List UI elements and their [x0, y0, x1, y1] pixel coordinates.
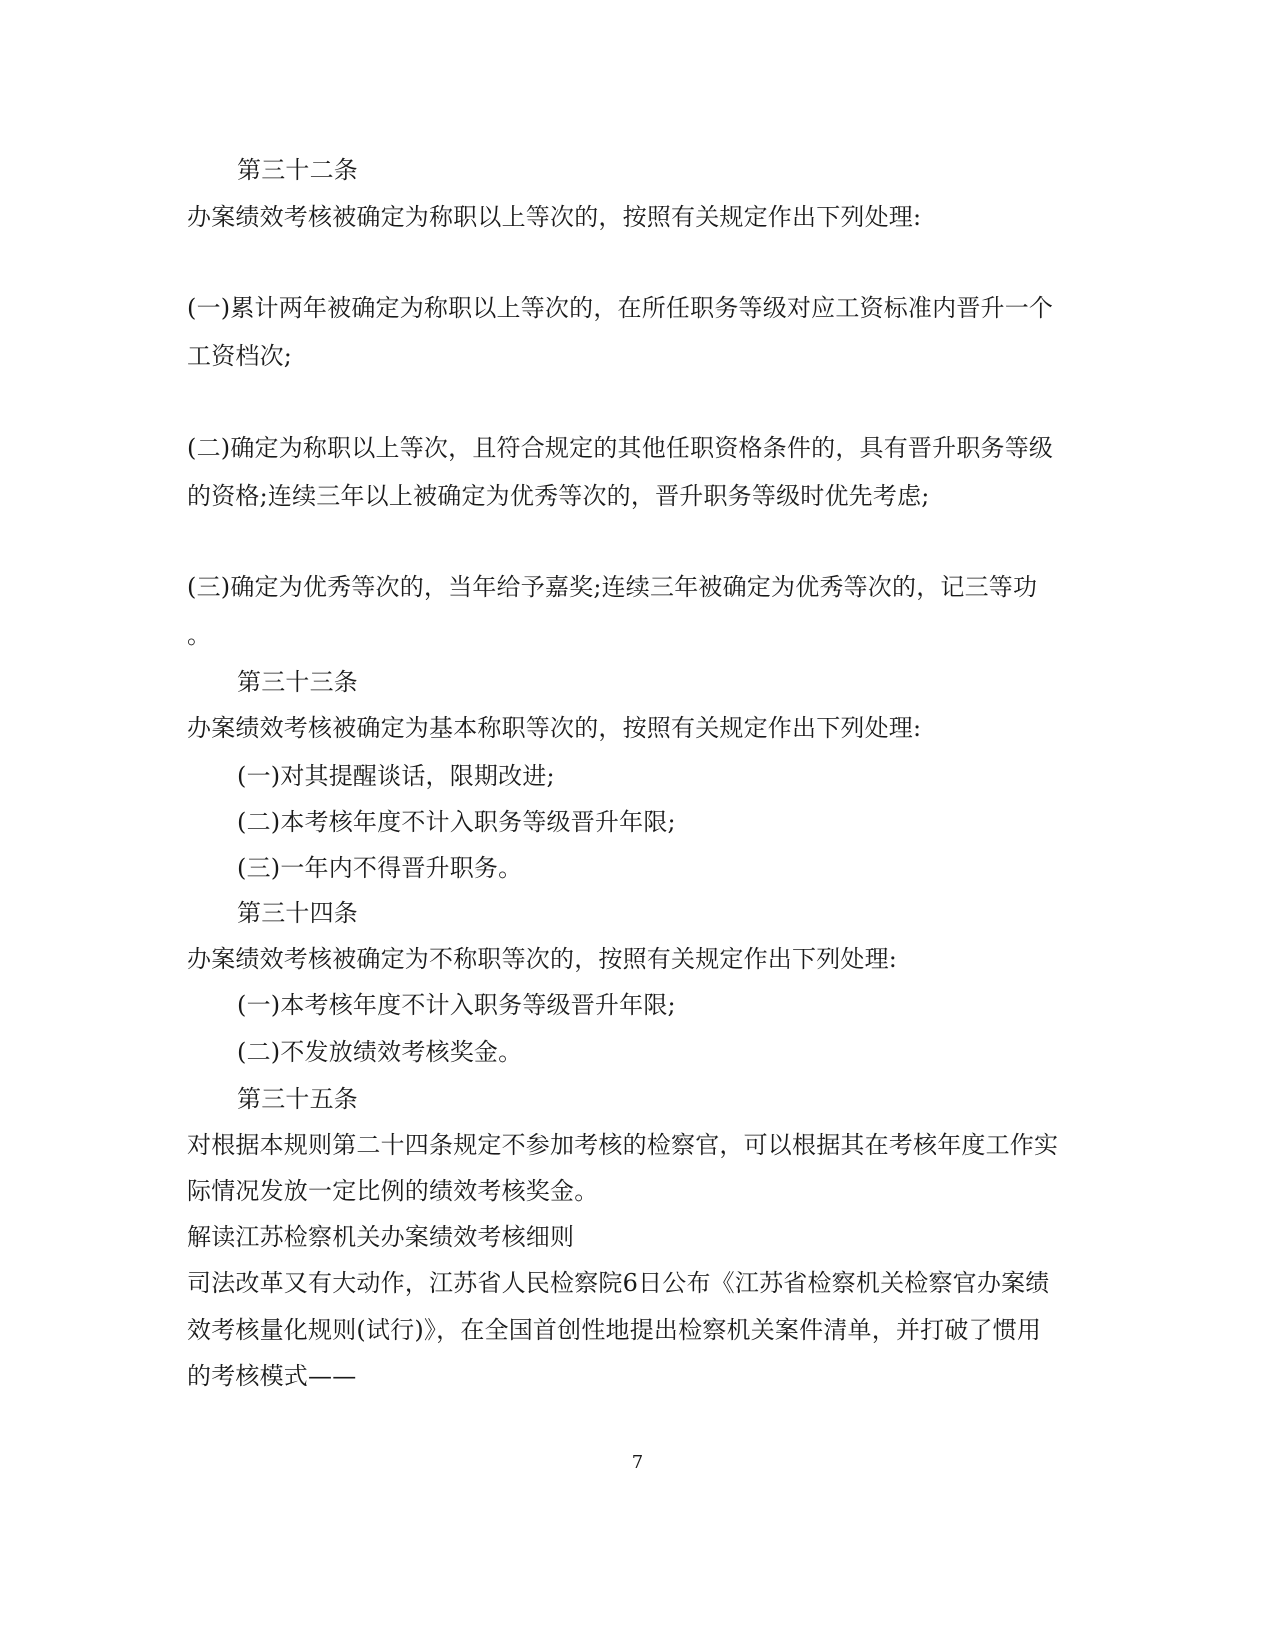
- news-paragraph-line-2: 效考核量化规则(试行)》，在全国首创性地提出检察机关案件清单，并打破了惯用: [187, 1316, 1042, 1344]
- article-32-item-3-cont: 。: [187, 621, 212, 649]
- article-33-heading: 第三十三条: [237, 668, 358, 696]
- article-34-intro: 办案绩效考核被确定为不称职等次的，按照有关规定作出下列处理:: [187, 945, 898, 973]
- article-35-heading: 第三十五条: [237, 1085, 358, 1113]
- article-32-item-3: (三)确定为优秀等次的，当年给予嘉奖;连续三年被确定为优秀等次的，记三等功: [187, 573, 1038, 601]
- article-32-item-2-cont: 的资格;连续三年以上被确定为优秀等次的，晋升职务等级时优先考虑;: [187, 482, 930, 510]
- article-34-item-2: (二)不发放绩效考核奖金。: [237, 1038, 523, 1066]
- article-33-item-2: (二)本考核年度不计入职务等级晋升年限;: [237, 808, 676, 836]
- page-number: 7: [631, 1452, 644, 1473]
- article-32-intro: 办案绩效考核被确定为称职以上等次的，按照有关规定作出下列处理:: [187, 203, 922, 231]
- article-33-intro: 办案绩效考核被确定为基本称职等次的，按照有关规定作出下列处理:: [187, 714, 922, 742]
- article-32-item-1: (一)累计两年被确定为称职以上等次的，在所任职务等级对应工资标准内晋升一个: [187, 294, 1054, 322]
- article-32-item-2: (二)确定为称职以上等次，且符合规定的其他任职资格条件的，具有晋升职务等级: [187, 434, 1054, 462]
- news-paragraph-line-1: 司法改革又有大动作，江苏省人民检察院6日公布《江苏省检察机关检察官办案绩: [187, 1269, 1050, 1297]
- article-34-item-1: (一)本考核年度不计入职务等级晋升年限;: [237, 991, 676, 1019]
- article-32-item-1-cont: 工资档次;: [187, 342, 293, 370]
- article-32-heading: 第三十二条: [237, 156, 358, 184]
- news-paragraph-line-3: 的考核模式——: [187, 1362, 357, 1390]
- article-34-heading: 第三十四条: [237, 899, 358, 927]
- section-title: 解读江苏检察机关办案绩效考核细则: [187, 1223, 575, 1251]
- article-33-item-1: (一)对其提醒谈话，限期改进;: [237, 762, 555, 790]
- article-33-item-3: (三)一年内不得晋升职务。: [237, 854, 523, 882]
- article-35-text: 对根据本规则第二十四条规定不参加考核的检察官，可以根据其在考核年度工作实: [187, 1131, 1059, 1159]
- article-35-text-cont: 际情况发放一定比例的绩效考核奖金。: [187, 1177, 599, 1205]
